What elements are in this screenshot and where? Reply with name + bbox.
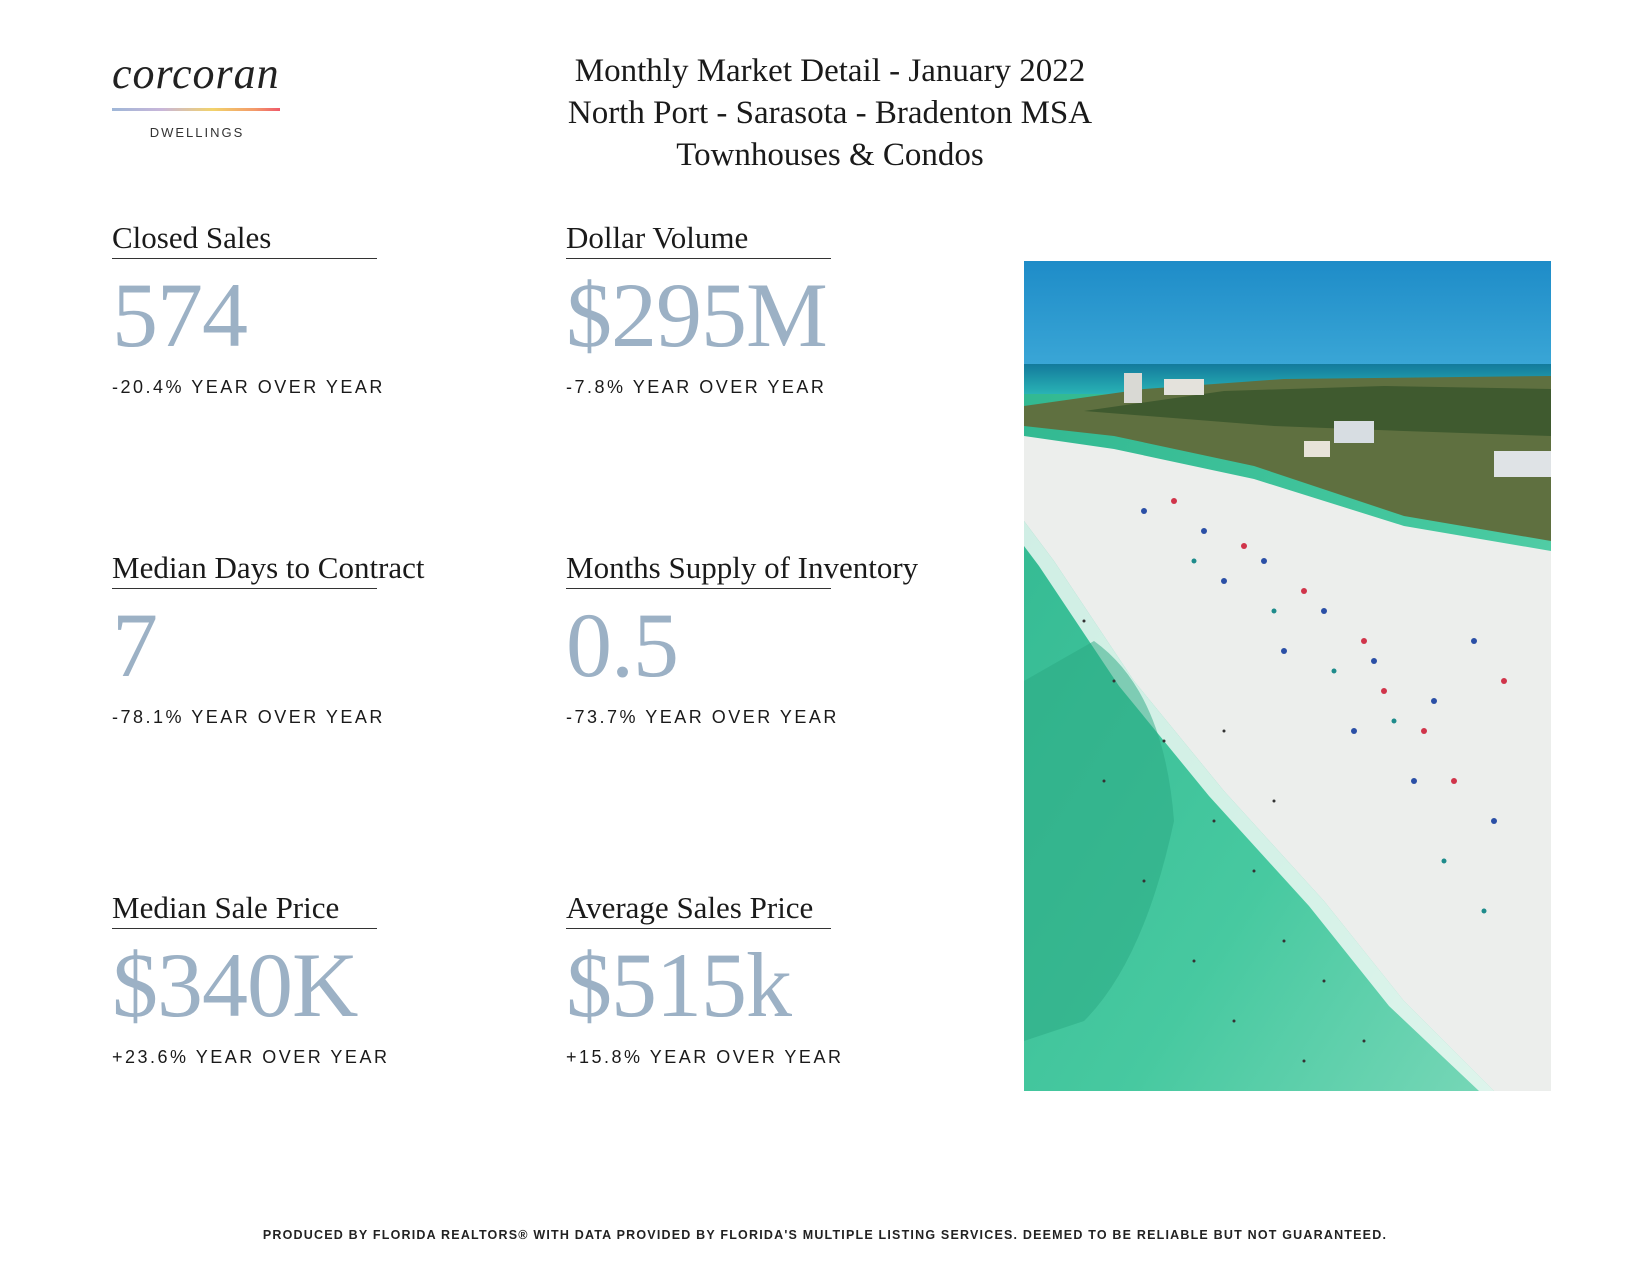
logo-wordmark: corcoran (112, 49, 280, 98)
metric-title: Closed Sales (112, 220, 272, 255)
metric-change: +15.8% YEAR OVER YEAR (566, 1047, 844, 1067)
metric-divider (112, 258, 377, 259)
metric-median-days-to-contract (112, 550, 512, 728)
logo-subline: DWELLINGS (149, 125, 245, 140)
metric-title: Median Sale Price (112, 890, 340, 925)
metric-title: Months Supply of Inventory (566, 550, 919, 585)
metric-change: -7.8% YEAR OVER YEAR (566, 377, 827, 397)
metric-dollar-volume (566, 220, 966, 398)
metric-value: $515k (566, 934, 791, 1036)
logo-gradient-bar (112, 108, 280, 111)
metric-closed-sales (112, 220, 512, 398)
metric-divider (112, 588, 377, 589)
metric-title: Average Sales Price (566, 890, 814, 925)
header-title: Monthly Market Detail - January 2022 (574, 53, 1086, 89)
metric-change: -20.4% YEAR OVER YEAR (112, 377, 385, 397)
metric-divider (566, 928, 831, 929)
metric-title: Median Days to Contract (112, 550, 425, 585)
metric-average-sales-price (566, 890, 966, 1068)
metric-value: 7 (112, 594, 157, 696)
metric-title: Dollar Volume (566, 220, 749, 255)
report-header (480, 50, 1180, 176)
metric-divider (566, 258, 831, 259)
metric-change: +23.6% YEAR OVER YEAR (112, 1047, 390, 1067)
metric-months-supply (566, 550, 966, 728)
metric-value: $340K (112, 934, 358, 1036)
metric-median-sale-price (112, 890, 512, 1068)
beach-aerial-photo (1024, 261, 1551, 1091)
metric-change: -78.1% YEAR OVER YEAR (112, 707, 385, 727)
metric-value: 574 (112, 264, 247, 366)
brand-logo (112, 49, 282, 140)
metric-divider (566, 588, 831, 589)
metric-value: $295M (566, 264, 827, 366)
metric-change: -73.7% YEAR OVER YEAR (566, 707, 839, 727)
header-region: North Port - Sarasota - Bradenton MSA (567, 95, 1093, 131)
metric-value: 0.5 (566, 594, 678, 696)
footer-disclaimer: PRODUCED BY FLORIDA REALTORS® WITH DATA PROVIDED BY FLORIDA'S MULTIPLE LISTING SERVICES. DEEMED TO BE RELIABLE BUT NOT GUARANTEED. (262, 1228, 1388, 1242)
header-property-type: Townhouses & Condos (676, 137, 984, 173)
metric-divider (112, 928, 377, 929)
